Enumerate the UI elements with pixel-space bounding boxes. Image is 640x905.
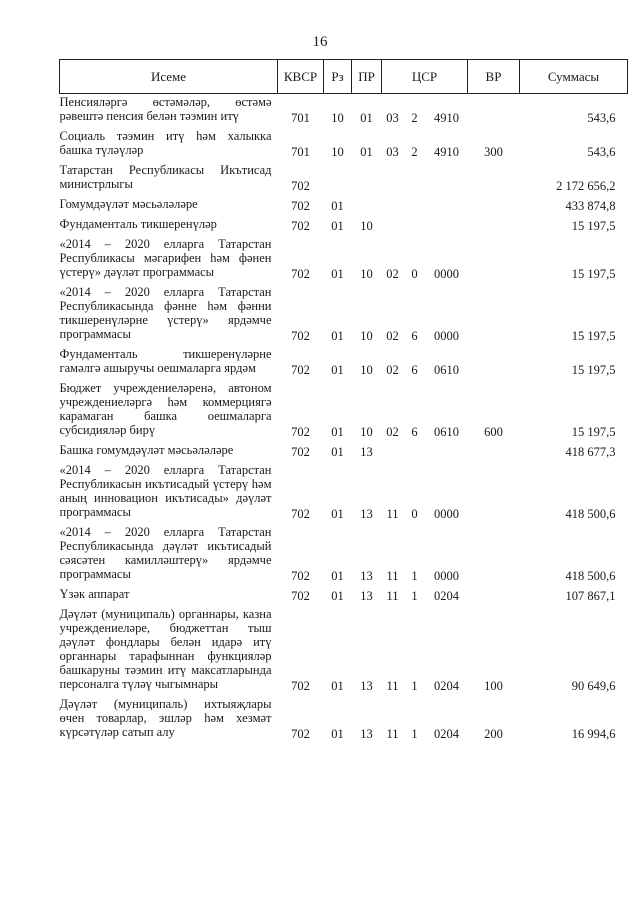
table-row	[60, 439, 628, 459]
vr-cell	[468, 159, 520, 193]
vr-cell	[468, 281, 520, 343]
table-row	[60, 583, 628, 603]
sum-cell: 418 500,6	[565, 507, 616, 521]
name-cell: Татарстан Республикасы Икътисад министрлыгы	[59, 163, 272, 191]
sum-cell: 418 677,3	[565, 445, 616, 459]
csr-program-cell	[382, 439, 404, 459]
pr-cell: 13	[360, 569, 373, 583]
rz-cell: 01	[331, 569, 344, 583]
name-cell: «2014 – 2020 елларга Татарстан Республикасын икътисадый үстерү һәм аның инновацион икътисады» дәүләт программасы	[59, 463, 272, 519]
csr-direction-cell: 0000	[434, 267, 459, 281]
name-cell: Социаль тәэмин итү һәм халыкка башка түләүләр	[59, 129, 272, 157]
pr-cell: 13	[360, 507, 373, 521]
table-row	[60, 213, 628, 233]
name-cell: Фундаменталь тикшеренүләр	[59, 217, 217, 231]
sum-cell: 90 649,6	[571, 679, 616, 693]
kvsr-cell: 702	[291, 219, 310, 233]
csr-program-cell	[382, 213, 404, 233]
csr-direction-cell: 0000	[434, 569, 459, 583]
rz-cell: 01	[331, 219, 344, 233]
csr-direction-cell: 4910	[434, 145, 459, 159]
page-number: 16	[312, 34, 328, 50]
pr-cell: 01	[360, 145, 373, 159]
pr-cell: 01	[360, 111, 373, 125]
csr-program-cell: 11	[386, 727, 399, 741]
csr-program-cell: 11	[386, 679, 399, 693]
table-row	[60, 693, 628, 741]
kvsr-cell: 702	[291, 507, 310, 521]
kvsr-cell: 701	[291, 145, 310, 159]
kvsr-cell: 702	[291, 589, 310, 603]
table-row	[60, 233, 628, 281]
name-cell: Дәүләт (муниципаль) ихтыяҗлары өчен товарлар, эшләр һәм хезмәт күрсәтүләр сатып алу	[59, 697, 272, 739]
pr-cell: 10	[360, 267, 373, 281]
sum-cell: 107 867,1	[565, 589, 616, 603]
csr-subprogram-cell: 2	[411, 111, 418, 125]
name-cell: «2014 – 2020 елларга Татарстан Республикасында дәүләт икътисадый сәясәтен камилләштерү» ярдәмче программасы	[59, 525, 272, 581]
vr-cell	[468, 439, 520, 459]
sum-cell: 543,6	[587, 111, 616, 125]
vr-cell	[468, 233, 520, 281]
csr-subprogram-cell	[404, 213, 426, 233]
rz-cell: 01	[331, 727, 344, 741]
csr-subprogram-cell: 1	[411, 727, 418, 741]
csr-program-cell: 11	[386, 507, 399, 521]
pr-cell: 10	[360, 363, 373, 377]
vr-cell	[468, 94, 520, 126]
rz-cell: 01	[331, 425, 344, 439]
table-row	[60, 377, 628, 439]
kvsr-cell: 702	[291, 267, 310, 281]
rz-cell: 01	[331, 679, 344, 693]
kvsr-cell: 702	[291, 445, 310, 459]
csr-subprogram-cell: 2	[411, 145, 418, 159]
name-cell: Үзәк аппарат	[59, 587, 130, 601]
csr-direction-cell: 0000	[434, 329, 459, 343]
name-cell: Фундаменталь тикшеренүләрне гамәлгә ашыручы оешмаларга ярдәм	[59, 347, 272, 375]
vr-cell: 300	[484, 145, 503, 159]
table-row	[60, 459, 628, 521]
vr-cell	[468, 459, 520, 521]
vr-cell	[468, 213, 520, 233]
name-cell: «2014 – 2020 елларга Татарстан Республикасында фәнне һәм фәнни тикшеренүләрне үстерү» ярдәмче программасы	[59, 285, 272, 341]
csr-direction-cell	[426, 193, 468, 213]
csr-program-cell: 11	[386, 589, 399, 603]
csr-subprogram-cell: 6	[411, 363, 418, 377]
vr-cell: 200	[484, 727, 503, 741]
kvsr-cell: 702	[291, 179, 310, 193]
rz-cell: 01	[331, 199, 344, 213]
csr-direction-cell	[426, 213, 468, 233]
csr-subprogram-cell: 1	[411, 679, 418, 693]
csr-subprogram-cell	[404, 159, 426, 193]
csr-program-cell: 02	[386, 329, 399, 343]
csr-program-cell	[382, 193, 404, 213]
pr-cell: 13	[360, 445, 373, 459]
pr-cell: 13	[360, 589, 373, 603]
header-name: Исеме	[60, 60, 278, 94]
pr-cell: 13	[360, 727, 373, 741]
vr-cell	[468, 343, 520, 377]
rz-cell	[324, 159, 352, 193]
table-row	[60, 603, 628, 693]
sum-cell: 15 197,5	[571, 219, 616, 233]
csr-direction-cell	[426, 439, 468, 459]
table-row	[60, 343, 628, 377]
pr-cell: 10	[360, 329, 373, 343]
csr-subprogram-cell: 6	[411, 329, 418, 343]
rz-cell: 01	[331, 363, 344, 377]
budget-table	[59, 59, 628, 741]
table-header-row	[60, 60, 628, 94]
table-row	[60, 125, 628, 159]
sum-cell: 2 172 656,2	[556, 179, 616, 193]
vr-cell	[468, 193, 520, 213]
csr-direction-cell: 4910	[434, 111, 459, 125]
csr-direction-cell: 0204	[434, 679, 459, 693]
rz-cell: 10	[331, 145, 344, 159]
kvsr-cell: 702	[291, 199, 310, 213]
csr-direction-cell	[426, 159, 468, 193]
rz-cell: 01	[331, 267, 344, 281]
table-row	[60, 281, 628, 343]
rz-cell: 01	[331, 445, 344, 459]
rz-cell: 01	[331, 329, 344, 343]
csr-subprogram-cell: 6	[411, 425, 418, 439]
csr-program-cell: 02	[386, 267, 399, 281]
header-rz: Рз	[324, 60, 352, 94]
csr-direction-cell: 0204	[434, 727, 459, 741]
vr-cell: 100	[484, 679, 503, 693]
header-sum: Суммасы	[520, 60, 628, 94]
sum-cell: 543,6	[587, 145, 616, 159]
csr-program-cell: 03	[386, 111, 399, 125]
pr-cell: 13	[360, 679, 373, 693]
name-cell: Бюджет учреждениеләренә, автоном учреждениеләргә һәм коммерциягә карамаган башка оешмаларга субсидияләр бирү	[59, 381, 272, 437]
kvsr-cell: 702	[291, 363, 310, 377]
name-cell: «2014 – 2020 елларга Татарстан Республикасы мәгарифен һәм фәнен үстерү» дәүләт программасы	[59, 237, 272, 279]
sum-cell: 418 500,6	[565, 569, 616, 583]
kvsr-cell: 702	[291, 679, 310, 693]
table-row	[60, 159, 628, 193]
table-row	[60, 193, 628, 213]
kvsr-cell: 702	[291, 727, 310, 741]
name-cell: Башка гомумдәүләт мәсьәләләре	[59, 443, 234, 457]
csr-subprogram-cell	[404, 439, 426, 459]
pr-cell	[352, 159, 382, 193]
csr-subprogram-cell: 0	[411, 507, 418, 521]
sum-cell: 16 994,6	[571, 727, 616, 741]
sum-cell: 433 874,8	[565, 199, 616, 213]
csr-direction-cell: 0610	[434, 425, 459, 439]
csr-program-cell: 02	[386, 363, 399, 377]
header-vr: ВР	[468, 60, 520, 94]
sum-cell: 15 197,5	[571, 363, 616, 377]
vr-cell	[468, 583, 520, 603]
kvsr-cell: 702	[291, 425, 310, 439]
rz-cell: 10	[331, 111, 344, 125]
header-kvsr: КВСР	[278, 60, 324, 94]
sum-cell: 15 197,5	[571, 329, 616, 343]
csr-direction-cell: 0610	[434, 363, 459, 377]
csr-subprogram-cell: 1	[411, 569, 418, 583]
vr-cell	[468, 521, 520, 583]
name-cell: Дәүләт (муниципаль) органнары, казна учреждениеләре, бюджеттан тыш дәүләт фондлары белән идарә итү органнары тарафыннан функцияләр башкаруны тәэмин итү максатларында персоналга түләү чыгымнары	[59, 607, 272, 691]
sum-cell: 15 197,5	[571, 425, 616, 439]
kvsr-cell: 702	[291, 569, 310, 583]
kvsr-cell: 701	[291, 111, 310, 125]
name-cell: Гомумдәүләт мәсьәләләре	[59, 197, 198, 211]
csr-program-cell	[382, 159, 404, 193]
sum-cell: 15 197,5	[571, 267, 616, 281]
table-row	[60, 94, 628, 126]
table-row	[60, 521, 628, 583]
csr-subprogram-cell: 1	[411, 589, 418, 603]
rz-cell: 01	[331, 589, 344, 603]
header-pr: ПР	[352, 60, 382, 94]
rz-cell: 01	[331, 507, 344, 521]
csr-program-cell: 02	[386, 425, 399, 439]
csr-subprogram-cell: 0	[411, 267, 418, 281]
csr-direction-cell: 0204	[434, 589, 459, 603]
kvsr-cell: 702	[291, 329, 310, 343]
pr-cell	[352, 193, 382, 213]
csr-program-cell: 11	[386, 569, 399, 583]
header-csr: ЦСР	[382, 60, 468, 94]
csr-direction-cell: 0000	[434, 507, 459, 521]
pr-cell: 10	[360, 219, 373, 233]
vr-cell: 600	[484, 425, 503, 439]
csr-program-cell: 03	[386, 145, 399, 159]
name-cell: Пенсияләргә өстәмәләр, өстәмә рәвештә пенсия белән тәэмин итү	[59, 95, 272, 123]
csr-subprogram-cell	[404, 193, 426, 213]
pr-cell: 10	[360, 425, 373, 439]
